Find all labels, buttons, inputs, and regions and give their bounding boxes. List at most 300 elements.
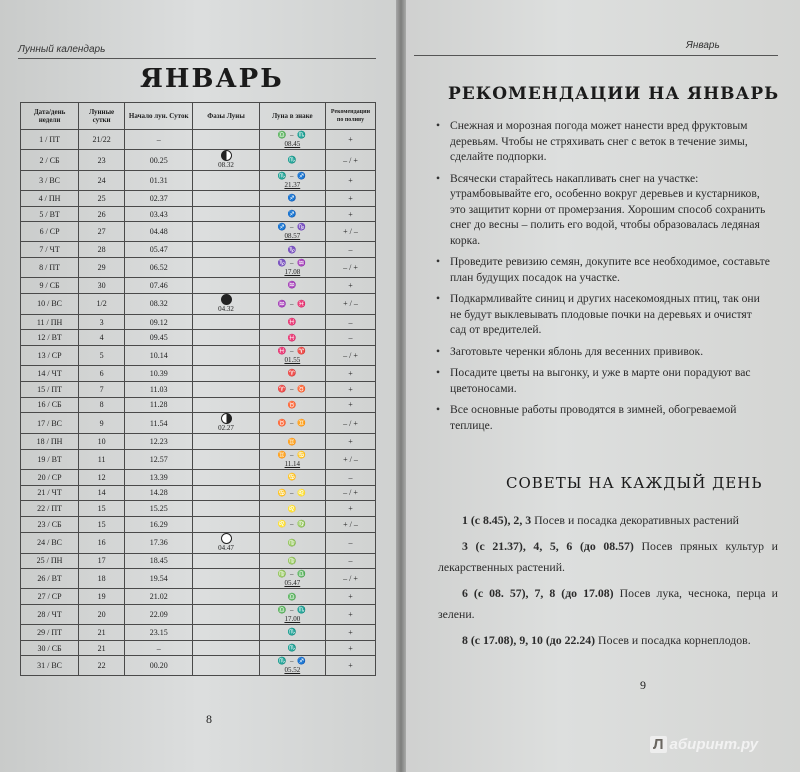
tip-text: Посев и посадка декоративных растений xyxy=(534,513,739,527)
table-row xyxy=(21,656,376,676)
table-row xyxy=(21,258,376,278)
moon-phase-icon xyxy=(221,294,232,305)
zodiac-sign-icon: ♏ xyxy=(287,156,298,164)
header-rule-right xyxy=(414,55,778,56)
cell-moon-sign xyxy=(259,222,325,242)
cell-watering: + xyxy=(325,381,375,397)
cell-lunar-day: 7 xyxy=(79,381,125,397)
table-row xyxy=(21,242,376,258)
cell-moon-sign xyxy=(259,150,325,171)
page-title-right: РЕКОМЕНДАЦИИ НА ЯНВАРЬ xyxy=(448,84,780,104)
table-row xyxy=(21,434,376,450)
tip-days: 1 (с 8.45), 2, 3 xyxy=(462,513,532,527)
moon-phase-icon xyxy=(221,533,232,544)
cell-date: 4 / ПН xyxy=(21,191,79,207)
recommendations-list xyxy=(436,118,771,439)
watermark-text: абиринт.ру xyxy=(669,736,759,753)
cell-moon-phase xyxy=(193,242,259,258)
cell-moon-sign xyxy=(259,640,325,656)
tip-item xyxy=(438,510,778,531)
table-row xyxy=(21,553,376,569)
table-row xyxy=(21,366,376,382)
col-header-lunar-day: Лунные сутки xyxy=(79,103,125,130)
recommendation-item: • Посадите цветы на выгонку, и уже в марте они порадуют вас цветоносами. xyxy=(436,365,771,396)
tip-item xyxy=(438,630,778,651)
cell-moon-phase xyxy=(193,640,259,656)
zodiac-sign-icon: ♐ xyxy=(287,194,298,203)
table-row xyxy=(21,485,376,501)
cell-moon-phase xyxy=(193,366,259,382)
zodiac-sign-icon: ♒ – ♓ xyxy=(277,299,308,308)
sign-change-time: 08.45 xyxy=(284,140,301,148)
cell-moon-sign xyxy=(259,366,325,382)
zodiac-sign-icon: ♉ – ♊ xyxy=(277,419,308,428)
sign-change-time: 21.37 xyxy=(284,181,301,189)
cell-moon-sign xyxy=(259,449,325,469)
zodiac-sign-icon: ♍ – ♎ xyxy=(277,570,308,579)
page-number-left: 8 xyxy=(206,712,212,726)
cell-moon-phase xyxy=(193,346,259,366)
cell-date: 23 / СБ xyxy=(21,516,79,532)
cell-moon-phase xyxy=(193,278,259,294)
cell-start-time: 07.46 xyxy=(125,278,193,294)
table-row xyxy=(21,397,376,413)
cell-lunar-day: 20 xyxy=(79,605,125,625)
cell-lunar-day: 23 xyxy=(79,150,125,171)
table-row xyxy=(21,206,376,222)
cell-start-time: 11.28 xyxy=(125,397,193,413)
cell-watering: – xyxy=(325,553,375,569)
cell-lunar-day: 15 xyxy=(79,501,125,517)
col-header-start: Начало лун. Суток xyxy=(125,103,193,130)
table-row xyxy=(21,625,376,641)
phase-time: 08.32 xyxy=(218,161,234,169)
table-row xyxy=(21,605,376,625)
cell-lunar-day: 1/2 xyxy=(79,293,125,314)
cell-watering: – / + xyxy=(325,346,375,366)
cell-watering: + xyxy=(325,434,375,450)
zodiac-sign-icon: ♑ – ♒ xyxy=(277,259,308,268)
cell-start-time: 14.28 xyxy=(125,485,193,501)
cell-moon-phase xyxy=(193,314,259,330)
zodiac-sign-icon: ♏ xyxy=(287,644,298,653)
cell-lunar-day: 6 xyxy=(79,366,125,382)
cell-lunar-day: 29 xyxy=(79,258,125,278)
table-row xyxy=(21,532,376,553)
cell-watering: + xyxy=(325,625,375,641)
table-row xyxy=(21,589,376,605)
cell-lunar-day: 22 xyxy=(79,656,125,676)
zodiac-sign-icon: ♌ – ♍ xyxy=(277,520,308,529)
cell-start-time: 13.39 xyxy=(125,469,193,485)
lunar-calendar-table xyxy=(20,102,376,676)
cell-lunar-day: 5 xyxy=(79,346,125,366)
cell-date: 22 / ПТ xyxy=(21,501,79,517)
cell-start-time: 09.45 xyxy=(125,330,193,346)
recommendation-item: • Снежная и морозная погода может нанести вред фруктовым деревьям. Чтобы не стряхивать снег с веток в течение зимы, сделайте подпорки. xyxy=(436,118,771,165)
cell-watering: + xyxy=(325,501,375,517)
cell-moon-sign xyxy=(259,346,325,366)
cell-start-time: 10.39 xyxy=(125,366,193,382)
zodiac-sign-icon: ♈ xyxy=(287,369,298,378)
cell-lunar-day: 28 xyxy=(79,242,125,258)
cell-date: 15 / ПТ xyxy=(21,381,79,397)
cell-lunar-day: 24 xyxy=(79,171,125,191)
zodiac-sign-icon: ♉ xyxy=(287,400,298,409)
cell-moon-phase xyxy=(193,222,259,242)
cell-moon-sign xyxy=(259,258,325,278)
sign-change-time: 08.57 xyxy=(284,232,301,241)
cell-date: 18 / ПН xyxy=(21,434,79,450)
book-gutter xyxy=(396,0,406,772)
cell-date: 26 / ВТ xyxy=(21,569,79,589)
cell-date: 5 / ВТ xyxy=(21,206,79,222)
cell-moon-sign xyxy=(259,589,325,605)
cell-lunar-day: 11 xyxy=(79,449,125,469)
cell-start-time: – xyxy=(125,640,193,656)
cell-start-time: 16.29 xyxy=(125,516,193,532)
cell-moon-phase xyxy=(193,516,259,532)
calendar-body xyxy=(21,130,376,676)
cell-lunar-day: 4 xyxy=(79,330,125,346)
phase-time: 02.27 xyxy=(218,424,234,433)
zodiac-sign-icon: ♋ xyxy=(287,473,298,482)
cell-moon-sign xyxy=(259,397,325,413)
table-row xyxy=(21,449,376,469)
cell-watering: – / + xyxy=(325,413,375,434)
cell-moon-sign xyxy=(259,434,325,450)
cell-lunar-day: 14 xyxy=(79,485,125,501)
cell-moon-sign xyxy=(259,501,325,517)
table-row xyxy=(21,516,376,532)
cell-start-time: 00.25 xyxy=(125,150,193,171)
watermark-logo-box: Л xyxy=(650,736,667,753)
cell-start-time: 11.54 xyxy=(125,413,193,434)
moon-phase-icon xyxy=(221,413,232,424)
cell-start-time: 12.57 xyxy=(125,449,193,469)
cell-date: 20 / СР xyxy=(21,469,79,485)
cell-start-time: 11.03 xyxy=(125,381,193,397)
cell-watering: – xyxy=(325,532,375,553)
cell-watering: – xyxy=(325,330,375,346)
cell-date: 16 / СБ xyxy=(21,397,79,413)
cell-lunar-day: 21/22 xyxy=(79,130,125,150)
cell-moon-phase xyxy=(193,191,259,207)
cell-date: 14 / ЧТ xyxy=(21,366,79,382)
cell-moon-phase xyxy=(193,449,259,469)
cell-moon-sign xyxy=(259,314,325,330)
sign-change-time: 05.47 xyxy=(284,579,301,588)
cell-watering: + xyxy=(325,206,375,222)
phase-time: 04.32 xyxy=(218,304,234,313)
tip-days: 6 (с 08. 57), 7, 8 (до 17.08) xyxy=(462,586,614,600)
zodiac-sign-icon: ♏ xyxy=(287,628,298,637)
cell-watering: – / + xyxy=(325,569,375,589)
cell-watering: – xyxy=(325,242,375,258)
zodiac-sign-icon: ♓ xyxy=(287,333,298,342)
cell-watering: – / + xyxy=(325,258,375,278)
cell-date: 21 / ЧТ xyxy=(21,485,79,501)
cell-start-time: 18.45 xyxy=(125,553,193,569)
cell-watering: + / – xyxy=(325,449,375,469)
cell-moon-phase xyxy=(193,553,259,569)
recommendation-item: • Все основные работы проводятся в зимней, обогреваемой теплице. xyxy=(436,402,771,433)
cell-moon-phase xyxy=(193,413,259,434)
cell-start-time: 10.14 xyxy=(125,346,193,366)
cell-start-time: 22.09 xyxy=(125,605,193,625)
cell-moon-sign xyxy=(259,553,325,569)
cell-lunar-day: 30 xyxy=(79,278,125,294)
cell-lunar-day: 17 xyxy=(79,553,125,569)
sign-change-time: 05.52 xyxy=(284,666,301,675)
zodiac-sign-icon: ♏ – ♐ xyxy=(277,172,308,180)
table-row xyxy=(21,130,376,150)
cell-moon-phase xyxy=(193,469,259,485)
cell-start-time: 15.25 xyxy=(125,501,193,517)
col-header-sign: Луна в знаке xyxy=(259,103,325,130)
cell-moon-phase xyxy=(193,397,259,413)
zodiac-sign-icon: ♋ – ♌ xyxy=(277,488,308,497)
cell-date: 6 / СР xyxy=(21,222,79,242)
zodiac-sign-icon: ♎ – ♏ xyxy=(277,131,308,139)
cell-watering: + xyxy=(325,130,375,150)
cell-moon-sign xyxy=(259,569,325,589)
cell-date: 17 / ВС xyxy=(21,413,79,434)
cell-moon-sign xyxy=(259,381,325,397)
cell-watering: – xyxy=(325,314,375,330)
cell-watering: + xyxy=(325,589,375,605)
table-row xyxy=(21,278,376,294)
cell-date: 2 / СБ xyxy=(21,150,79,171)
cell-watering: + xyxy=(325,397,375,413)
cell-moon-phase xyxy=(193,625,259,641)
cell-lunar-day: 21 xyxy=(79,640,125,656)
cell-lunar-day: 15 xyxy=(79,516,125,532)
cell-lunar-day: 19 xyxy=(79,589,125,605)
cell-lunar-day: 18 xyxy=(79,569,125,589)
cell-date: 30 / СБ xyxy=(21,640,79,656)
cell-start-time: – xyxy=(125,130,193,150)
zodiac-sign-icon: ♎ xyxy=(287,592,298,601)
cell-date: 29 / ПТ xyxy=(21,625,79,641)
table-row xyxy=(21,346,376,366)
cell-lunar-day: 27 xyxy=(79,222,125,242)
moon-phase-icon xyxy=(221,150,232,161)
cell-date: 11 / ПН xyxy=(21,314,79,330)
cell-moon-sign xyxy=(259,242,325,258)
zodiac-sign-icon: ♐ xyxy=(287,210,298,219)
cell-lunar-day: 9 xyxy=(79,413,125,434)
cell-start-time: 05.47 xyxy=(125,242,193,258)
cell-moon-sign xyxy=(259,330,325,346)
cell-start-time: 03.43 xyxy=(125,206,193,222)
table-row xyxy=(21,413,376,434)
cell-date: 31 / ВС xyxy=(21,656,79,676)
cell-moon-phase xyxy=(193,485,259,501)
table-row xyxy=(21,191,376,207)
cell-lunar-day: 25 xyxy=(79,191,125,207)
zodiac-sign-icon: ♍ xyxy=(287,556,298,565)
table-row xyxy=(21,293,376,314)
cell-start-time: 04.48 xyxy=(125,222,193,242)
cell-date: 25 / ПН xyxy=(21,553,79,569)
cell-date: 10 / ВС xyxy=(21,293,79,314)
cell-lunar-day: 16 xyxy=(79,532,125,553)
col-header-date: Дата/день недели xyxy=(21,103,79,130)
tip-text: Посев лука, чеснока, перца и зелени. xyxy=(438,586,778,621)
cell-moon-sign xyxy=(259,278,325,294)
cell-moon-sign xyxy=(259,191,325,207)
cell-moon-sign xyxy=(259,171,325,191)
cell-moon-phase xyxy=(193,171,259,191)
cell-start-time: 06.52 xyxy=(125,258,193,278)
cell-moon-sign xyxy=(259,532,325,553)
zodiac-sign-icon: ♒ xyxy=(287,281,298,290)
cell-start-time: 17.36 xyxy=(125,532,193,553)
running-head-left: Лунный календарь xyxy=(18,44,106,55)
cell-moon-phase xyxy=(193,330,259,346)
zodiac-sign-icon: ♊ – ♋ xyxy=(277,450,308,459)
table-row xyxy=(21,569,376,589)
table-row xyxy=(21,171,376,191)
cell-date: 19 / ВТ xyxy=(21,449,79,469)
cell-start-time: 21.02 xyxy=(125,589,193,605)
cell-watering: + xyxy=(325,278,375,294)
cell-date: 1 / ПТ xyxy=(21,130,79,150)
cell-date: 3 / ВС xyxy=(21,171,79,191)
cell-watering: + xyxy=(325,656,375,676)
cell-moon-sign xyxy=(259,485,325,501)
cell-moon-sign xyxy=(259,206,325,222)
cell-start-time: 08.32 xyxy=(125,293,193,314)
cell-moon-phase xyxy=(193,381,259,397)
zodiac-sign-icon: ♎ – ♏ xyxy=(277,606,308,614)
cell-lunar-day: 26 xyxy=(79,206,125,222)
cell-start-time: 01.31 xyxy=(125,171,193,191)
cell-start-time: 02.37 xyxy=(125,191,193,207)
zodiac-sign-icon: ♐ – ♑ xyxy=(277,223,308,232)
cell-date: 28 / ЧТ xyxy=(21,605,79,625)
cell-watering: – xyxy=(325,469,375,485)
cell-moon-sign xyxy=(259,625,325,641)
phase-time: 04.47 xyxy=(218,543,234,552)
recommendation-item: • Подкармливайте синиц и других насекомоядных птиц, так они не будут выклевывать плодовые почки на деревьях и очистят сад от вредителей. xyxy=(436,291,771,338)
tip-item xyxy=(438,583,778,625)
recommendation-item: • Заготовьте черенки яблонь для весенних прививок. xyxy=(436,344,771,360)
cell-moon-phase xyxy=(193,150,259,171)
cell-lunar-day: 10 xyxy=(79,434,125,450)
cell-moon-phase xyxy=(193,501,259,517)
labirint-watermark xyxy=(650,736,758,753)
cell-date: 24 / ВС xyxy=(21,532,79,553)
page-number-right: 9 xyxy=(640,678,646,692)
tip-days: 3 (с 21.37), 4, 5, 6 (до 08.57) xyxy=(462,539,634,553)
cell-date: 27 / СР xyxy=(21,589,79,605)
table-row xyxy=(21,469,376,485)
cell-watering: + / – xyxy=(325,293,375,314)
recommendation-item: • Проведите ревизию семян, докупите все необходимое, составьте план будущих посадок на участке. xyxy=(436,254,771,285)
cell-start-time: 19.54 xyxy=(125,569,193,589)
table-row xyxy=(21,381,376,397)
sign-change-time: 11.14 xyxy=(284,459,301,468)
col-header-phase: Фазы Луны xyxy=(193,103,259,130)
table-row xyxy=(21,314,376,330)
cell-watering: + xyxy=(325,171,375,191)
cell-watering: + xyxy=(325,605,375,625)
table-row xyxy=(21,150,376,171)
table-row xyxy=(21,640,376,656)
cell-moon-phase xyxy=(193,605,259,625)
cell-moon-phase xyxy=(193,206,259,222)
running-head-right: Январь xyxy=(686,40,720,51)
header-rule-left xyxy=(18,58,376,59)
cell-moon-sign xyxy=(259,413,325,434)
cell-moon-phase xyxy=(193,589,259,605)
zodiac-sign-icon: ♊ xyxy=(287,437,298,446)
zodiac-sign-icon: ♏ – ♐ xyxy=(277,657,308,666)
cell-moon-phase xyxy=(193,569,259,589)
zodiac-sign-icon: ♑ xyxy=(287,245,298,254)
cell-lunar-day: 12 xyxy=(79,469,125,485)
table-row xyxy=(21,330,376,346)
cell-watering: + xyxy=(325,640,375,656)
sign-change-time: 17.08 xyxy=(284,268,301,277)
cell-moon-phase xyxy=(193,532,259,553)
zodiac-sign-icon: ♓ xyxy=(287,318,298,327)
cell-date: 13 / СР xyxy=(21,346,79,366)
cell-watering: + / – xyxy=(325,222,375,242)
cell-moon-phase xyxy=(193,656,259,676)
cell-lunar-day: 3 xyxy=(79,314,125,330)
daily-tips xyxy=(438,510,778,656)
cell-moon-sign xyxy=(259,293,325,314)
cell-date: 9 / СБ xyxy=(21,278,79,294)
cell-moon-sign xyxy=(259,656,325,676)
cell-lunar-day: 21 xyxy=(79,625,125,641)
section-subtitle: СОВЕТЫ НА КАЖДЫЙ ДЕНЬ xyxy=(506,474,763,492)
cell-moon-phase xyxy=(193,258,259,278)
tip-text: Посев пряных культур и лекарственных растений. xyxy=(438,539,778,574)
zodiac-sign-icon: ♓ – ♈ xyxy=(277,347,308,356)
cell-moon-phase xyxy=(193,293,259,314)
cell-start-time: 23.15 xyxy=(125,625,193,641)
cell-start-time: 00.20 xyxy=(125,656,193,676)
cell-watering: + xyxy=(325,191,375,207)
cell-moon-sign xyxy=(259,469,325,485)
cell-watering: + xyxy=(325,366,375,382)
cell-date: 8 / ПТ xyxy=(21,258,79,278)
cell-watering: – / + xyxy=(325,150,375,171)
table-row xyxy=(21,222,376,242)
page-title-left: ЯНВАРЬ xyxy=(140,64,284,94)
tip-text: Посев и посадка корнеплодов. xyxy=(598,633,751,647)
zodiac-sign-icon: ♌ xyxy=(287,504,298,513)
recommendation-item: • Всячески старайтесь накапливать снег на участке: утрамбовывайте его, особенно вокруг деревьев и кустарников, это защитит корни от промерзания. Хорошим способ сохранить снег до весны – полить его водой, чтобы образовалась ледяная корка. xyxy=(436,171,771,249)
zodiac-sign-icon: ♍ xyxy=(287,538,298,547)
cell-moon-phase xyxy=(193,130,259,150)
sign-change-time: 01.55 xyxy=(284,356,301,365)
cell-date: 12 / ВТ xyxy=(21,330,79,346)
table-row xyxy=(21,501,376,517)
zodiac-sign-icon: ♈ – ♉ xyxy=(277,385,308,394)
sign-change-time: 17.00 xyxy=(284,615,301,623)
cell-moon-sign xyxy=(259,605,325,625)
col-header-watering: Рекомендации по поливу xyxy=(325,103,375,130)
tip-days: 8 (с 17.08), 9, 10 (до 22.24) xyxy=(462,633,596,647)
cell-moon-phase xyxy=(193,434,259,450)
cell-watering: – / + xyxy=(325,485,375,501)
tip-item xyxy=(438,536,778,578)
